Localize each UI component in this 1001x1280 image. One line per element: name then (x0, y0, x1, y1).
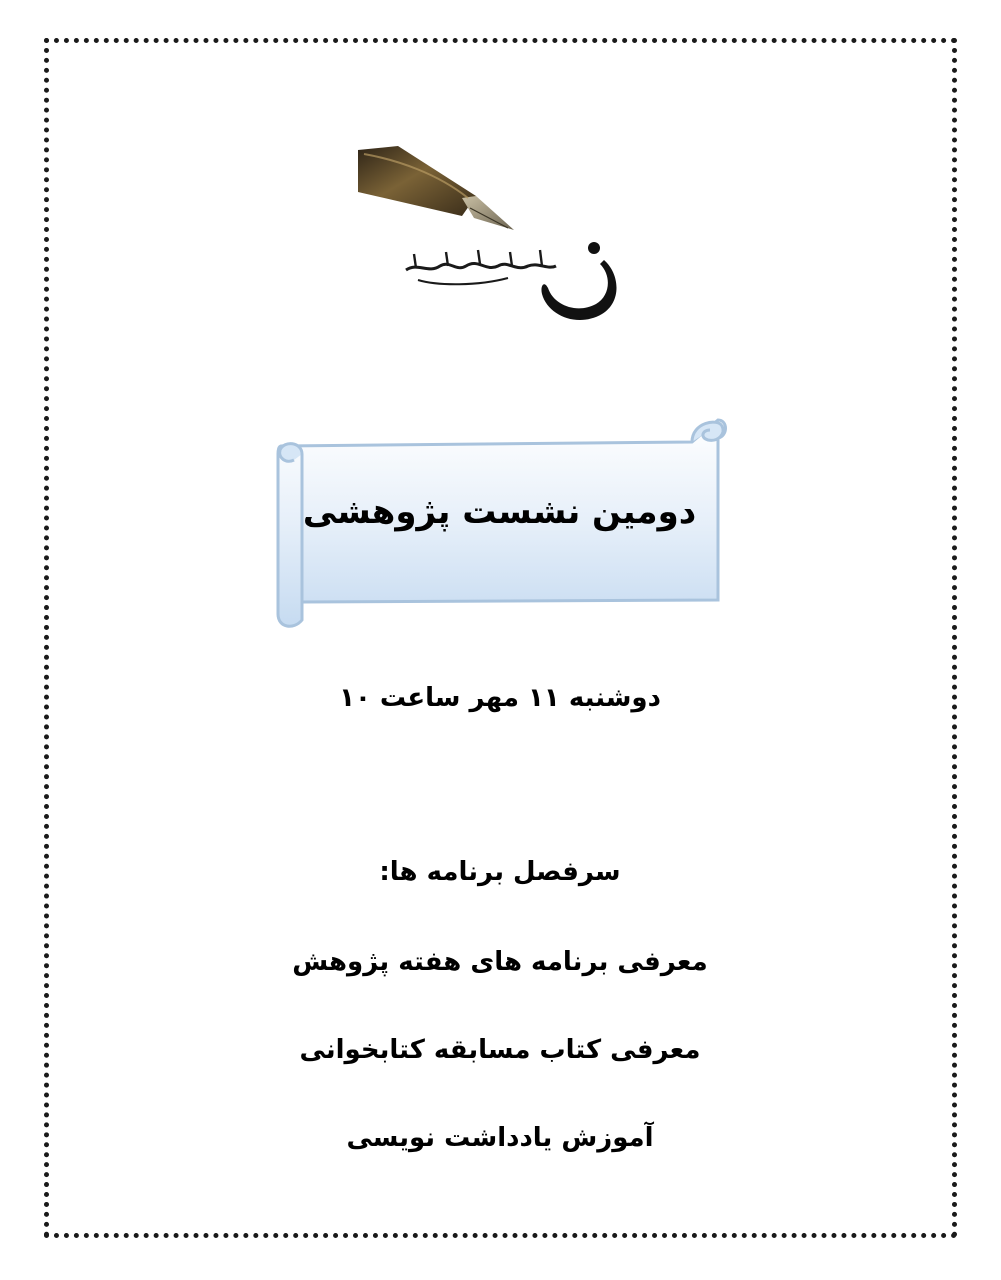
topic-item: معرفی کتاب مسابقه کتابخوانی (299, 1035, 701, 1065)
topic-item: آموزش یادداشت نویسی (346, 1123, 654, 1153)
fountain-pen-icon (358, 144, 643, 326)
pen-calligraphy-logo (358, 144, 643, 326)
session-date: دوشنبه ۱۱ مهر ساعت ۱۰ (339, 683, 661, 713)
topics-heading: سرفصل برنامه ها: (379, 857, 621, 887)
topic-item: معرفی برنامه های هفته پژوهش (292, 947, 708, 977)
title-scroll-banner (272, 414, 728, 632)
banner-title: دومین نشست پژوهشی (302, 492, 697, 532)
